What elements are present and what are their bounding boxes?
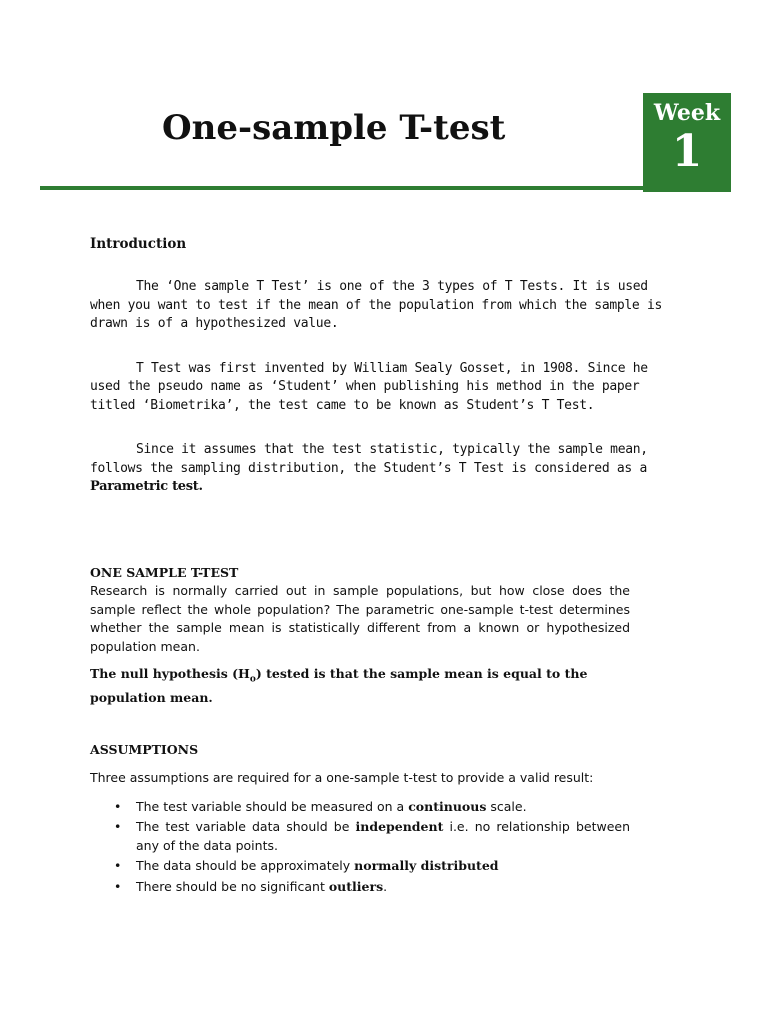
title-underline [40, 186, 646, 190]
intro-paragraph-3-text: Since it assumes that the test statistic, typically the sample mean, follows the sampling distribution, the Student’s T Test is considered as a [90, 442, 648, 476]
list-item-text: There should be no significant [136, 878, 329, 894]
list-item-bold: continuous [408, 798, 487, 814]
null-hypothesis-subscript: o [249, 674, 256, 685]
list-item-text: The test variable data should be [136, 819, 356, 834]
parametric-test-term: Parametric test. [90, 479, 203, 494]
list-item-bold: normally distributed [354, 858, 499, 873]
one-sample-section [90, 564, 630, 708]
introduction-heading: Introduction [90, 236, 187, 252]
assumptions-list [90, 798, 630, 897]
introduction-section [90, 236, 670, 523]
assumptions-heading: ASSUMPTIONS [90, 742, 199, 757]
bullet-icon: • [114, 858, 122, 873]
list-item [90, 857, 630, 876]
bullet-icon: • [114, 878, 122, 894]
list-item-bold: outliers [328, 878, 384, 894]
one-sample-heading: ONE SAMPLE T-TEST [90, 565, 239, 580]
page-title: One-sample T-test [162, 108, 506, 148]
assumptions-section [90, 741, 630, 898]
list-item [90, 818, 630, 855]
week-badge [643, 93, 731, 192]
list-item-text: The data should be approximately [136, 858, 355, 873]
one-sample-body: Research is normally carried out in sample populations, but how close does the sample reflect the whole population? The parametric one-sample t-test determines whether the sample mean is statistically different from a known or hypothesized population mean. [90, 583, 630, 654]
list-item-text: The test variable should be measured on a [136, 798, 409, 814]
list-item [90, 878, 630, 897]
intro-paragraph-1: The ‘One sample T Test’ is one of the 3 types of T Tests. It is used when you want to test if the mean of the population from which the sample is drawn is of a hypothesized value. [90, 279, 663, 331]
intro-paragraph-3 [90, 441, 670, 497]
null-hypothesis-pre: The null hypothesis (H [90, 666, 250, 681]
assumptions-intro: Three assumptions are required for a one-sample t-test to provide a valid result: [90, 770, 594, 785]
intro-paragraph-2: T Test was first invented by William Sealy Gosset, in 1908. Since he used the pseudo name as ‘Student’ when publishing his method in the paper titled ‘Biometrika’, the test came to be known as Student’s T Test. [90, 360, 648, 413]
week-label: Week [653, 100, 721, 126]
list-item-text: scale. [486, 798, 527, 814]
list-item-text: i.e. no relationship between any of the data points. [136, 819, 630, 853]
list-item-bold: independent [355, 819, 444, 834]
null-hypothesis-post: ) tested is that the sample mean is equal to the population mean. [90, 666, 588, 705]
bullet-icon: • [114, 798, 122, 814]
week-number: 1 [671, 126, 703, 177]
null-hypothesis [90, 665, 630, 708]
list-item-text: . [383, 878, 388, 894]
list-item [90, 798, 630, 817]
bullet-icon: • [114, 819, 122, 834]
